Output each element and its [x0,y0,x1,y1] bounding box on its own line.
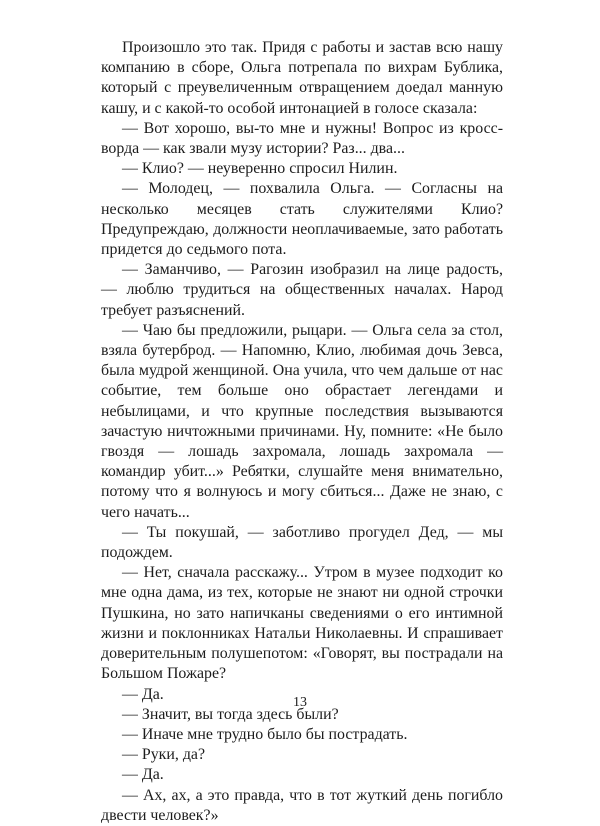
paragraph: — Чаю бы предложили, рыцари. — Ольга села за стол, взяла бутерброд. — Напомню, Клио, любимая дочь Зевса, была мудрой женщиной. Она учила, что чем дальше от нас событие, тем больше оно обрастает легендами и небылицами, и что крупные последствия вызываются зачастую ничтожными причинами. Ну, помните: «Не было гвоздя — лошадь захромала, лошадь захромала — командир убит...» Ребятки, слушайте меня внимательно, потому что я волнуюсь и могу сбиться... Даже не знаю, с чего начать... [101,321,503,521]
paragraph: — Клио? — неуверенно спросил Нилин. [122,160,398,178]
paragraph: — Ты покушай, — заботливо прогудел Дед, — мы подождем. [101,523,503,562]
paragraph: — Нет, сначала расскажу... Утром в музее подходит ко мне одна дама, из тех, которые не знают ни одной строчки Пушкина, но зато напичканы сведениями о его интимной жизни и поклонниках Натальи Николаевны. И спрашивает доверительным полушепотом: «Говорят, вы пострадали на Большом Пожаре? [101,564,503,683]
paragraph: — Да. [122,685,164,703]
paragraph: — Значит, вы тогда здесь были? [122,705,339,723]
paragraph: — Молодец, — похвалила Ольга. — Согласны на несколько месяцев стать служителями Клио? Предупреждаю, должности неоплачиваемые, зато работать придется до седьмого пота. [101,180,503,259]
paragraph: Произошло это так. Придя с работы и застав всю нашу компанию в сборе, Ольга потрепала по вихрам Бублика, который с преувеличенным отвращением доедал манную кашу, и с какой-то особой интонацией в голосе сказала: [101,39,503,117]
paragraph: — Иначе мне трудно было бы пострадать. [122,725,408,743]
paragraph: — Ах, ах, а это правда, что в тот жуткий день погибло двести человек?» [101,786,503,824]
paragraph: — Заманчиво, — Рагозин изобразил на лице радость, — люблю трудиться на общественных началах. Народ требует разъяснений. [101,261,503,319]
paragraph: — Руки, да? [122,746,206,764]
page-number: 13 [293,695,307,710]
paragraph: — Да. [122,766,164,784]
paragraph: — Вот хорошо, вы-то мне и нужны! Вопрос из кроссворда — как звали музу истории? Раз... два... [101,119,503,158]
